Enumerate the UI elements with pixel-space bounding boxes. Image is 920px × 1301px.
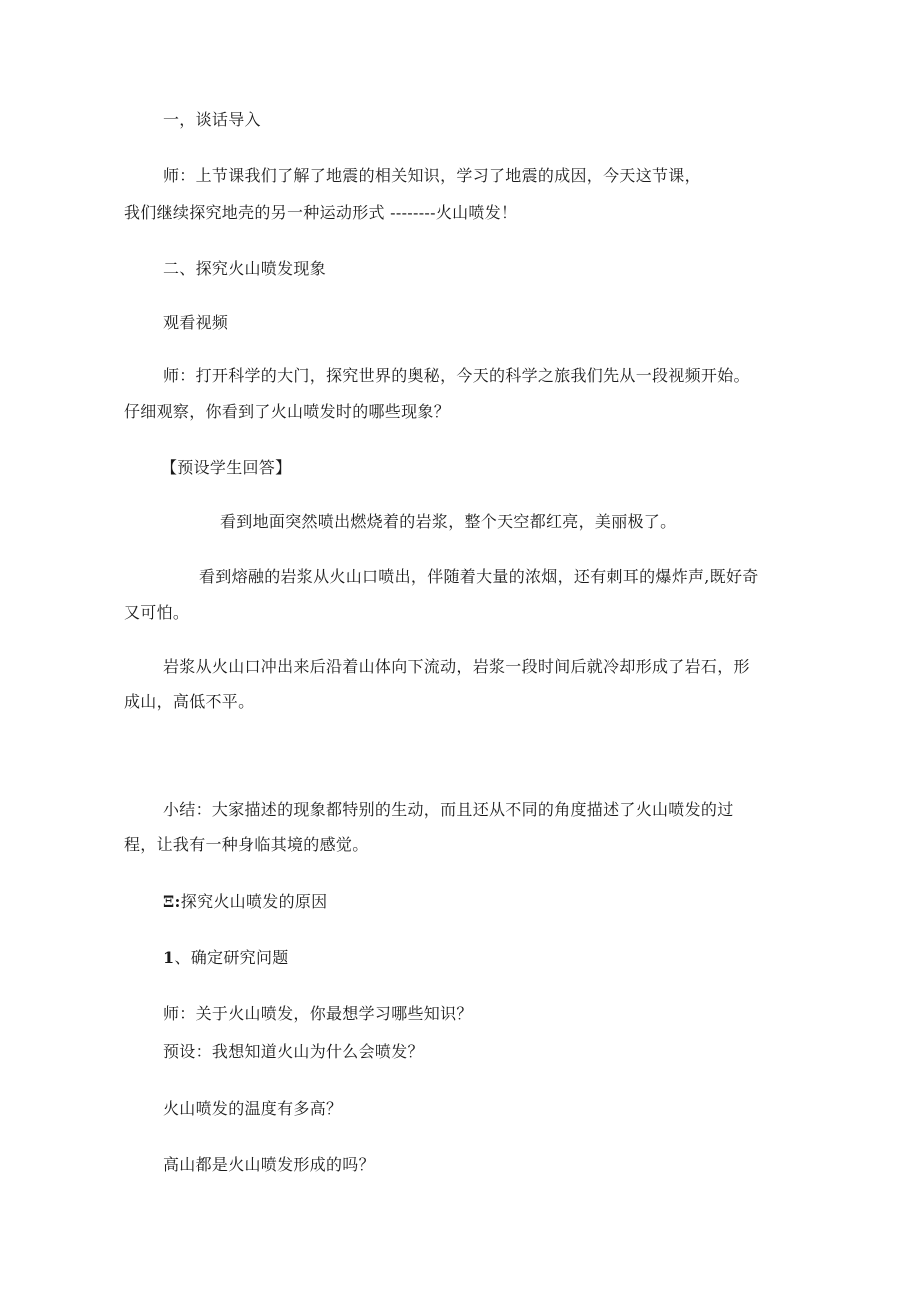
subsection-heading-1: [163, 948, 289, 967]
section-3-number: Ξ:: [163, 892, 181, 911]
section-heading-2: 二、探究火山喷发现象: [163, 259, 327, 278]
answer-2-line-1: 看到熔融的岩浆从火山口喷出，伴随着大量的浓烟，还有刺耳的爆炸声,既好奇: [199, 567, 759, 586]
teacher-video-line-1: 师：打开科学的大门，探究世界的奥秘，今天的科学之旅我们先从一段视频开始。: [163, 366, 750, 385]
teacher-intro-line-1: 师：上节课我们了解了地震的相关知识，学习了地震的成因，今天这节课，: [163, 166, 701, 185]
answer-3-line-2: 成山，高低不平。: [124, 692, 255, 711]
section-heading-1: 一，谈话导入: [163, 110, 261, 129]
answer-3-line-1: 岩浆从火山口冲出来后沿着山体向下流动，岩浆一段时间后就冷却形成了岩石，形: [163, 657, 750, 676]
answer-2-line-2: 又可怕。: [124, 603, 190, 622]
teacher-video-line-2: 仔细观察，你看到了火山喷发时的哪些现象？: [124, 402, 451, 421]
preset-question-3: 高山都是火山喷发形成的吗？: [163, 1155, 375, 1174]
subsection-1-text: 、确定研究问题: [174, 948, 289, 967]
section-heading-3: [163, 892, 327, 911]
teacher-question: 师：关于火山喷发，你最想学习哪些知识？: [163, 1004, 473, 1023]
preset-question-2: 火山喷发的温度有多高？: [163, 1099, 343, 1118]
preset-answers-label: 【预设学生回答】: [161, 458, 292, 477]
subsection-1-number: 1: [163, 948, 175, 967]
watch-video-label: 观看视频: [163, 313, 229, 332]
summary-line-2: 程，让我有一种身临其境的感觉。: [124, 835, 369, 854]
preset-question-1: 预设：我想知道火山为什么会喷发？: [163, 1042, 424, 1061]
teacher-intro-line-2: 我们继续探究地壳的另一种运动形式 --------火山喷发！: [124, 203, 518, 222]
answer-1: 看到地面突然喷出燃烧着的岩浆，整个天空都红亮，美丽极了。: [220, 512, 677, 531]
section-3-text: 探究火山喷发的原因: [180, 892, 328, 911]
summary-line-1: 小结：大家描述的现象都特别的生动，而且还从不同的角度描述了火山喷发的过: [163, 800, 734, 819]
